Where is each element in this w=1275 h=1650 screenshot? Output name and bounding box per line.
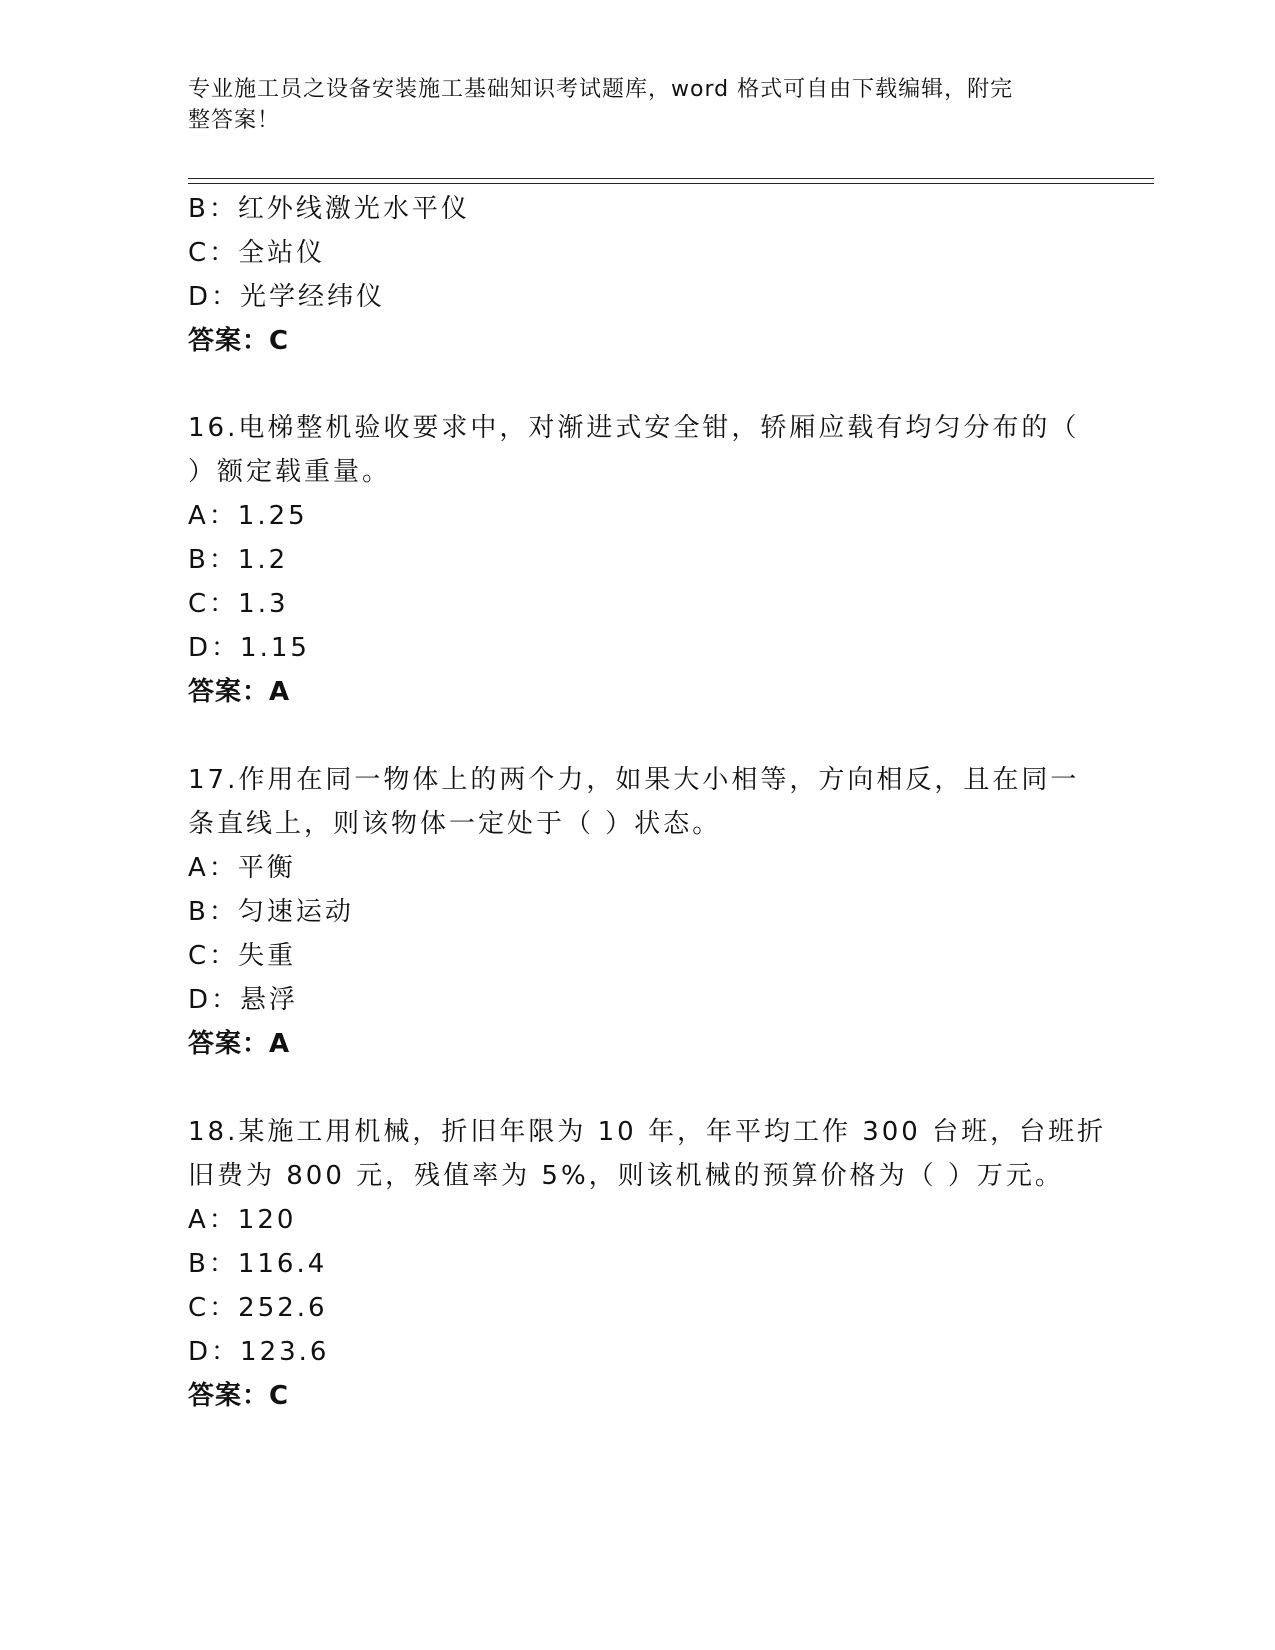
header-rule-bottom bbox=[188, 183, 1154, 184]
q18-option-a: A：120 bbox=[188, 1205, 297, 1235]
q16-answer: 答案：A bbox=[188, 677, 291, 707]
q18-option-d: D：123.6 bbox=[188, 1337, 330, 1367]
q18-answer: 答案：C bbox=[188, 1381, 290, 1411]
q17-stem-line-2: 条直线上，则该物体一定处于（ ）状态。 bbox=[188, 809, 722, 839]
header-line-2: 整答案！ bbox=[188, 108, 281, 133]
q17-option-d: D：悬浮 bbox=[188, 985, 299, 1015]
q16-option-b: B：1.2 bbox=[188, 545, 289, 575]
q15-option-d: D：光学经纬仪 bbox=[188, 282, 386, 312]
q18-option-b: B：116.4 bbox=[188, 1249, 328, 1279]
q18-option-c: C：252.6 bbox=[188, 1293, 328, 1323]
document-header bbox=[188, 74, 1088, 136]
q17-stem-line-1: 17.作用在同一物体上的两个力，如果大小相等，方向相反，且在同一 bbox=[188, 765, 1080, 795]
q17-option-c: C：失重 bbox=[188, 941, 297, 971]
q15-answer: 答案：C bbox=[188, 326, 290, 356]
header-line-1: 专业施工员之设备安装施工基础知识考试题库，word 格式可自由下载编辑，附完 bbox=[188, 77, 1014, 102]
q18-stem-line-1: 18.某施工用机械，折旧年限为 10 年，年平均工作 300 台班，台班折 bbox=[188, 1117, 1107, 1147]
q16-option-c: C：1.3 bbox=[188, 589, 289, 619]
q16-option-d: D：1.15 bbox=[188, 633, 310, 663]
header-rule-top bbox=[188, 178, 1154, 179]
q16-stem-line-2: ）额定载重量。 bbox=[188, 457, 392, 487]
q18-stem-line-2: 旧费为 800 元，残值率为 5%，则该机械的预算价格为（ ）万元。 bbox=[188, 1161, 1064, 1191]
q17-answer: 答案：A bbox=[188, 1029, 291, 1059]
q16-stem-line-1: 16.电梯整机验收要求中，对渐进式安全钳，轿厢应载有均匀分布的（ bbox=[188, 413, 1080, 443]
q15-option-c: C：全站仪 bbox=[188, 238, 326, 268]
q15-option-b: B：红外线激光水平仪 bbox=[188, 194, 470, 224]
q17-option-b: B：匀速运动 bbox=[188, 897, 354, 927]
q17-option-a: A：平衡 bbox=[188, 853, 296, 883]
q16-option-a: A：1.25 bbox=[188, 501, 308, 531]
